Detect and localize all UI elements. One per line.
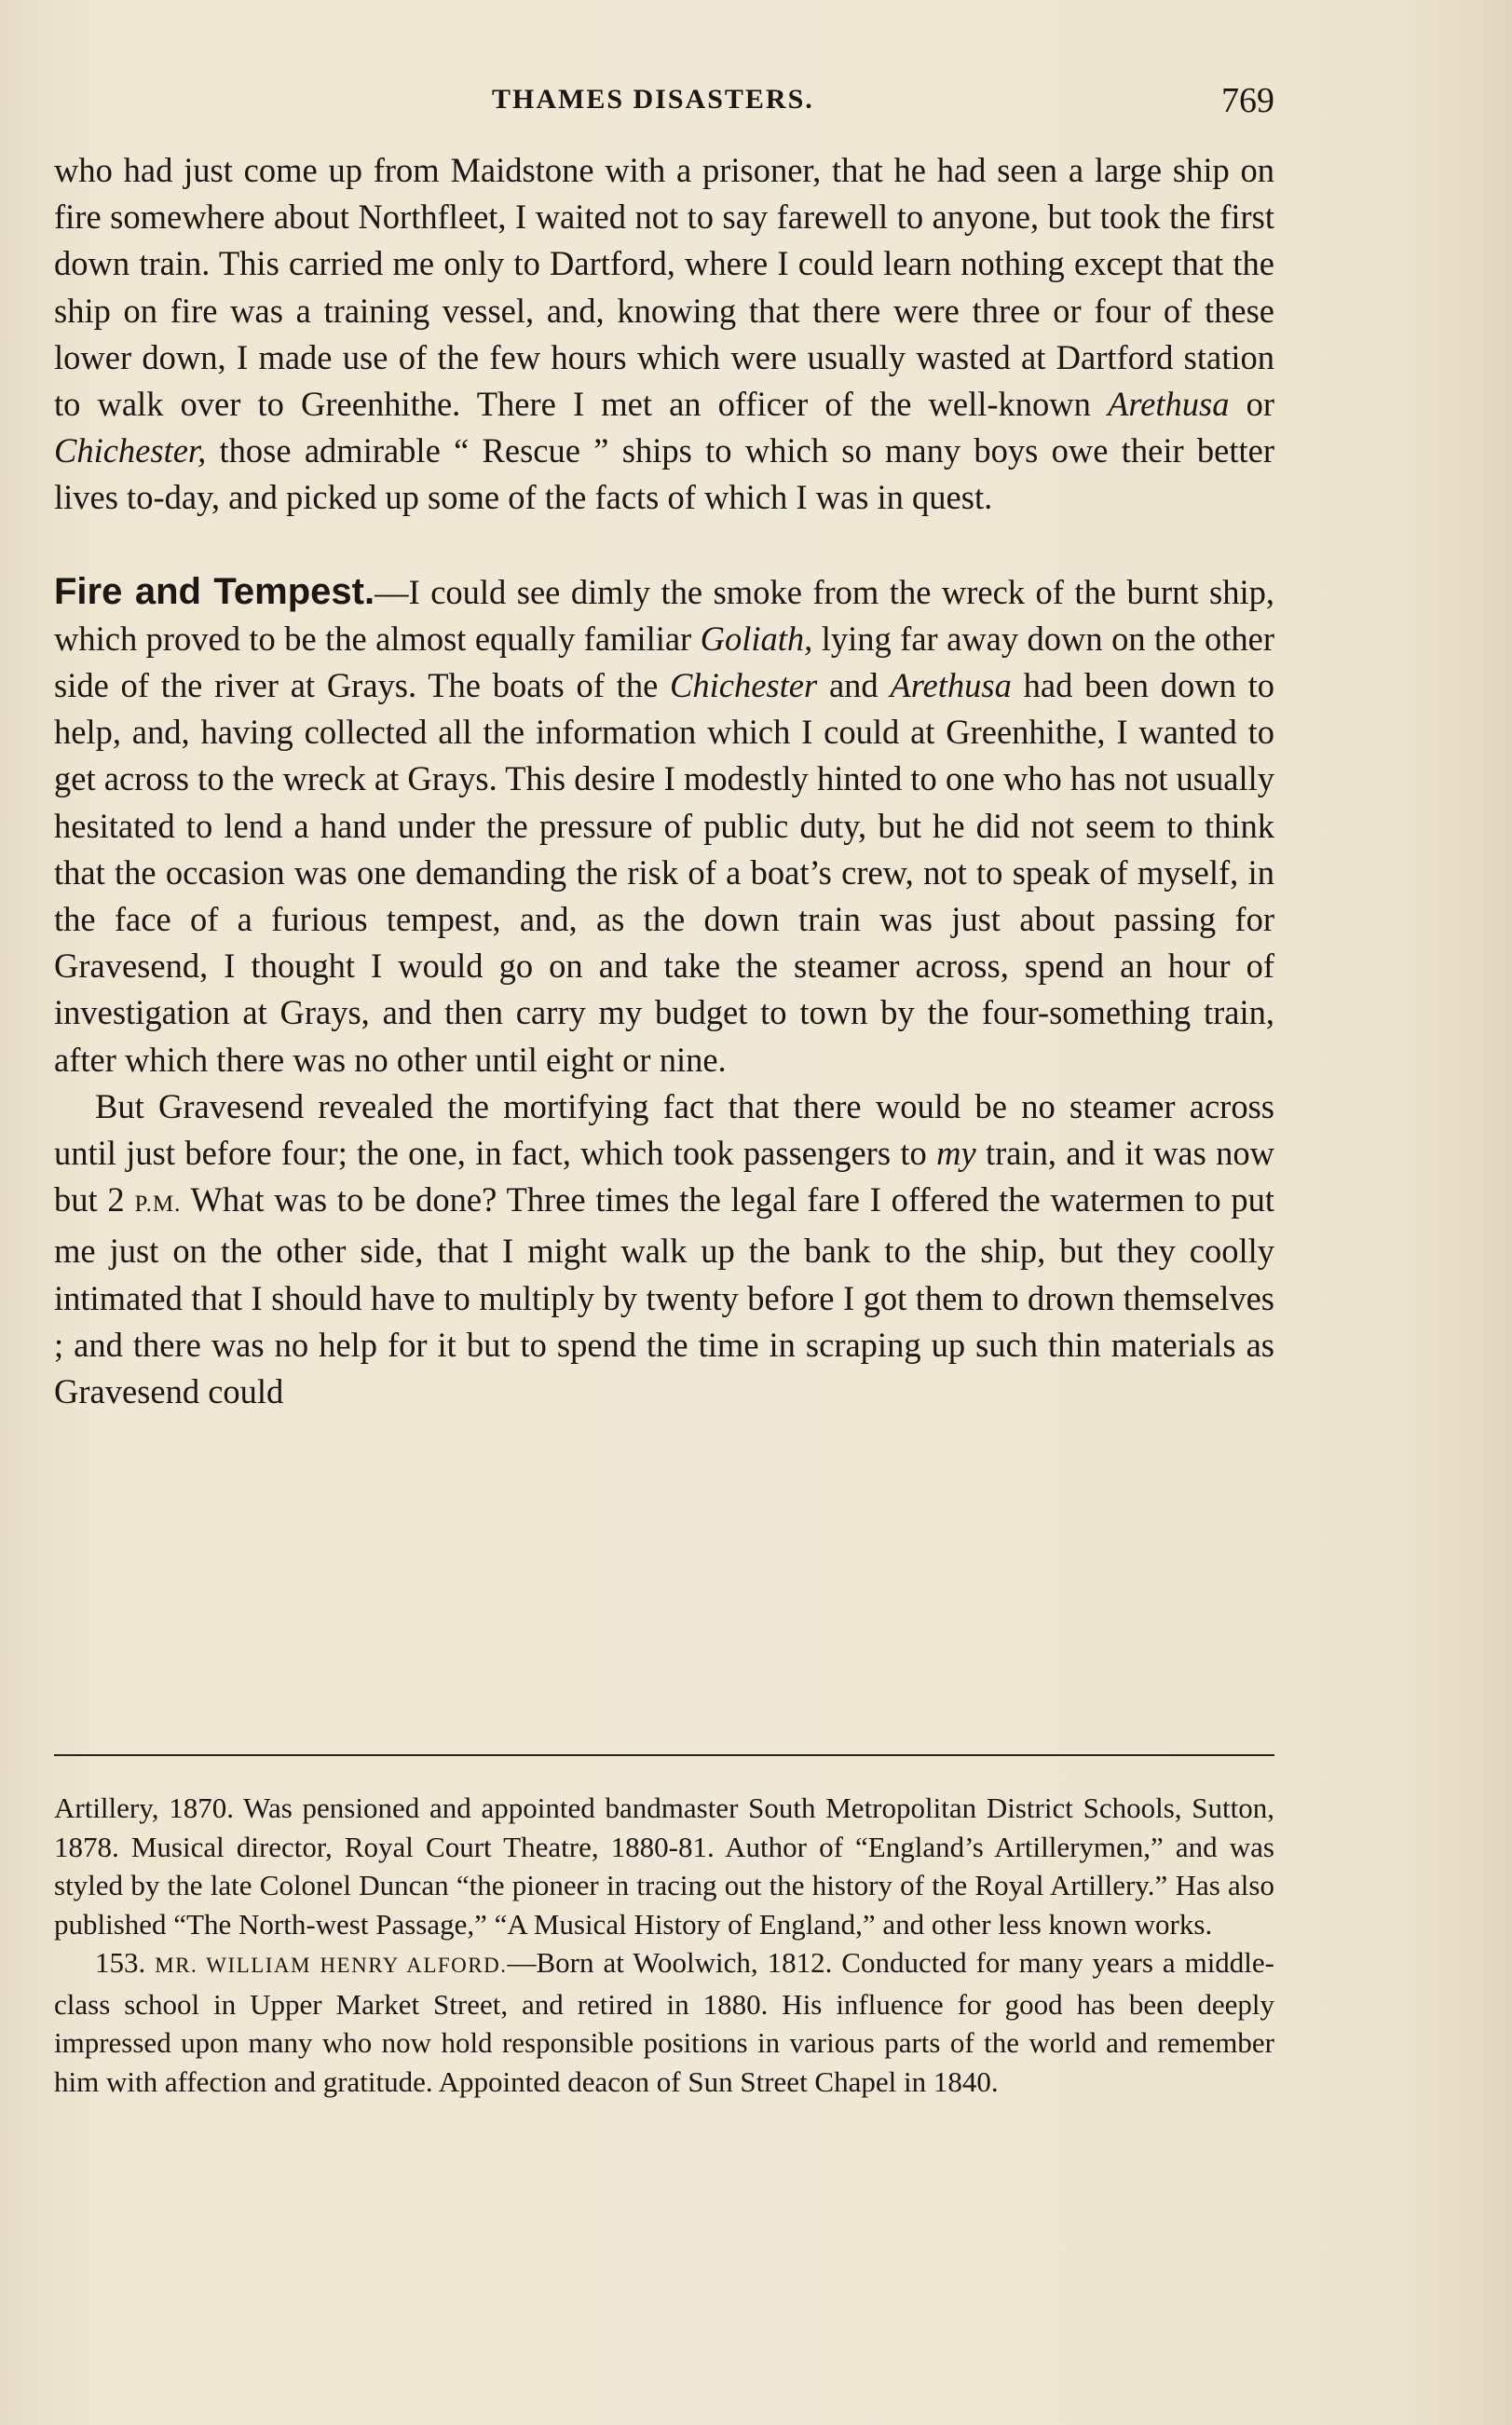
- paragraph-1-rest: those admirable “ Rescue ” ships to which so many boys owe their better lives to-day, and picked up some of the facts of which I was in quest.: [54, 431, 1274, 517]
- paragraph-2-part-a: lying far away down on the other side of the river at Grays. The boats of the: [54, 619, 1274, 705]
- footnote-153-text: —Born at Woolwich, 1812. Conducted for many years a middle-class school in Upper Market Street, and retired in 1880. His influence for good has been deeply impressed upon many who now hold responsible positions in various parts of the world and remember him with affection and gratitude. Appointed deacon of Sun Street Chapel in 1840.: [54, 1946, 1275, 2098]
- ship-name-chichester-2: Chichester: [670, 666, 818, 705]
- paragraph-2: [54, 568, 1274, 1083]
- paragraph-3: [54, 1083, 1274, 1415]
- section-heading: Fire and Tempest.: [54, 570, 375, 612]
- page-header: [54, 81, 1274, 121]
- time-pm: P.M.: [134, 1192, 182, 1218]
- footnotes: [54, 1789, 1274, 2101]
- paragraph-2-rest: had been down to help, and, having collected all the information which I could at Greenhithe, I wanted to get across to the wreck at Grays. This desire I modestly hinted to one who has not usually hesitated to lend a hand under the pressure of public duty, but he did not seem to think that the occasion was one demanding the risk of a boat’s crew, not to speak of myself, in the face of a furious tempest, and, as the down train was just about passing for Gravesend, I thought I would go on and take the steamer across, spend an hour of investigation at Grays, and then carry my budget to town by the four-something train, after which there was no other until eight or nine.: [54, 666, 1274, 1079]
- ship-name-arethusa-2: Arethusa: [890, 666, 1012, 705]
- ship-name-chichester: Chichester,: [54, 431, 207, 470]
- footnote-person-name: MR. WILLIAM HENRY ALFORD.: [155, 1954, 508, 1977]
- ship-name-goliath: Goliath,: [700, 619, 813, 658]
- paragraph-3-part-a: But Gravesend revealed the mortifying fact that there would be no steamer across until just before four; the one, in fact, which took passengers to: [54, 1086, 1274, 1173]
- footnote-153: [54, 1943, 1274, 2101]
- paragraph-3-part-c: What was to be done? Three times the legal fare I offered the watermen to put me just on the other side, that I might walk up the bank to the ship, but they coolly intimated that I should have to multiply by twenty before I got them to drown themselves ; and there was no help for it but to spend the time in scraping up such thin materials as Gravesend could: [54, 1180, 1274, 1411]
- page-number: 769: [1221, 81, 1274, 120]
- conjunction-and: and: [817, 666, 891, 705]
- footnote-continued: Artillery, 1870. Was pensioned and appointed bandmaster South Metropolitan District Schools, Sutton, 1878. Musical director, Royal Court Theatre, 1880-81. Author of “England’s Artillerymen,” and was styled by the late Colonel Duncan “the pioneer in tracing out the history of the Royal Artillery.” Has also published “The North-west Passage,” “A Musical History of England,” and other less known works.: [54, 1792, 1274, 1941]
- paragraph-1: [54, 147, 1274, 522]
- paragraph-1-text: who had just come up from Maidstone with a prisoner, that he had seen a large ship on fire somewhere about Northfleet, I waited not to say farewell to anyone, but took the first down train. This carried me only to Dartford, where I could learn nothing except that the ship on fire was a training vessel, and, knowing that there were three or four of these lower down, I made use of the few hours which were usually wasted at Dartford station to walk over to Greenhithe. There I met an officer of the well-known: [54, 151, 1274, 424]
- paragraph-3-part-b: train, and it was now but 2: [54, 1134, 1274, 1219]
- paragraph-2-text: —I could see dimly the smoke from the wreck of the burnt ship, which proved to be the almost equally familiar: [54, 572, 1274, 658]
- emphasis-my: my: [936, 1134, 976, 1173]
- footnote-divider: [54, 1754, 1274, 1756]
- ship-name-arethusa: Arethusa: [1108, 385, 1230, 424]
- running-head: THAMES DISASTERS.: [492, 84, 814, 115]
- conjunction-or: or: [1229, 385, 1274, 424]
- footnote-number: 153.: [95, 1946, 146, 1979]
- main-text: [54, 147, 1274, 1415]
